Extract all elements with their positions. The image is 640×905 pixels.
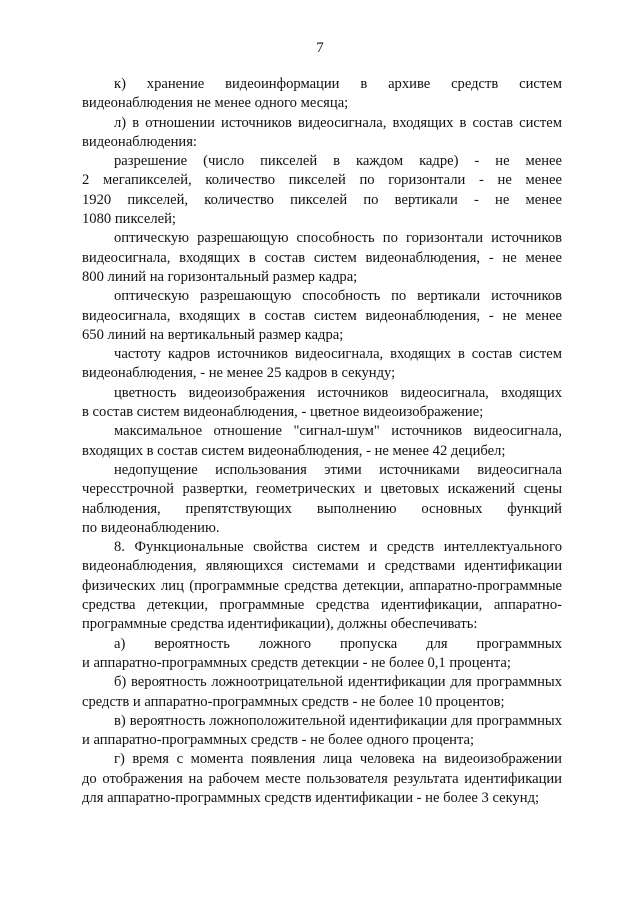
paragraph: [82, 635, 562, 674]
paragraph: [82, 422, 562, 461]
paragraph-line: средств и аппаратно-программных средств - не более 10 процентов;: [82, 693, 505, 710]
paragraph-line: физических лиц (программные средства детекции, аппаратно-программные: [82, 577, 562, 594]
paragraph-line: 1080 пикселей;: [82, 211, 176, 228]
paragraph-line: 800 линий на горизонтальный размер кадра;: [82, 268, 358, 285]
paragraph-line: видеонаблюдения:: [82, 133, 197, 150]
paragraph: [82, 114, 562, 153]
paragraph-line: 2 мегапикселей, количество пикселей по горизонтали - не менее: [82, 172, 562, 189]
paragraph-line: наблюдения, препятствующих выполнению основных функций: [82, 500, 562, 517]
paragraph-line: чересстрочной развертки, геометрических и цветовых искажений сцены: [82, 481, 562, 498]
paragraph-line: б) вероятность ложноотрицательной идентификации для программных: [114, 674, 562, 691]
paragraph-line: и аппаратно-программных средств детекции - не более 0,1 процента;: [82, 654, 511, 671]
paragraph-line: 650 линий на вертикальный размер кадра;: [82, 326, 344, 343]
paragraph: [82, 538, 562, 634]
paragraph-line: к) хранение видеоинформации в архиве средств систем: [114, 76, 562, 92]
paragraph-line: цветность видеоизображения источников видеосигнала, входящих: [114, 384, 562, 401]
paragraph-line: программные средства идентификации), должны обеспечивать:: [82, 616, 478, 633]
paragraph-line: до отображения на рабочем месте пользователя результата идентификации: [82, 770, 562, 787]
page-number: 7: [316, 40, 324, 56]
paragraph: [82, 229, 562, 287]
paragraph: [82, 345, 562, 384]
paragraph-line: по видеонаблюдению.: [82, 519, 220, 536]
paragraph-line: оптическую разрешающую способность по вертикали источников: [114, 288, 562, 305]
paragraph-line: и аппаратно-программных средств - не более одного процента;: [82, 732, 475, 749]
paragraph-line: видеосигнала, входящих в состав систем видеонаблюдения, - не менее: [82, 249, 562, 266]
paragraph-line: 1920 пикселей, количество пикселей по вертикали - не менее: [82, 191, 562, 208]
paragraph-line: видеонаблюдения не менее одного месяца;: [82, 95, 349, 112]
paragraph-line: частоту кадров источников видеосигнала, входящих в состав систем: [114, 346, 562, 363]
paragraph-line: видеонаблюдения, являющихся системами и средствами идентификации: [82, 558, 562, 575]
paragraph: [82, 287, 562, 345]
paragraph-line: для аппаратно-программных средств идентификации - не более 3 секунд;: [82, 789, 540, 806]
paragraph: [82, 712, 562, 751]
paragraph-line: средства детекции, программные средства идентификации, аппаратно-: [82, 597, 562, 614]
paragraph-line: видеонаблюдения, - не менее 25 кадров в секунду;: [82, 365, 396, 382]
paragraph-line: в) вероятность ложноположительной идентификации для программных: [114, 712, 562, 729]
paragraph-line: г) время с момента появления лица человека на видеоизображении: [114, 751, 562, 768]
paragraph: [82, 384, 562, 423]
paragraph: [82, 673, 562, 712]
paragraph-line: видеосигнала, входящих в состав систем видеонаблюдения, - не менее: [82, 307, 562, 324]
document-body: [82, 75, 562, 808]
paragraph: [82, 75, 562, 114]
paragraph-line: разрешение (число пикселей в каждом кадре) - не менее: [114, 153, 562, 170]
paragraph-line: максимальное отношение "сигнал-шум" источников видеосигнала,: [114, 423, 562, 440]
paragraph-line: 8. Функциональные свойства систем и средств интеллектуального: [114, 539, 562, 556]
paragraph: [82, 461, 562, 538]
paragraph-line: а) вероятность ложного пропуска для программных: [114, 635, 562, 652]
paragraph-line: недопущение использования этими источниками видеосигнала: [114, 461, 562, 478]
paragraph-line: в состав систем видеонаблюдения, - цветное видеоизображение;: [82, 404, 484, 421]
paragraph: [82, 152, 562, 229]
paragraph-line: входящих в состав систем видеонаблюдения, - не менее 42 децибел;: [82, 442, 506, 459]
paragraph: [82, 750, 562, 808]
paragraph-line: оптическую разрешающую способность по горизонтали источников: [114, 230, 562, 247]
paragraph-line: л) в отношении источников видеосигнала, входящих в состав систем: [114, 114, 562, 131]
